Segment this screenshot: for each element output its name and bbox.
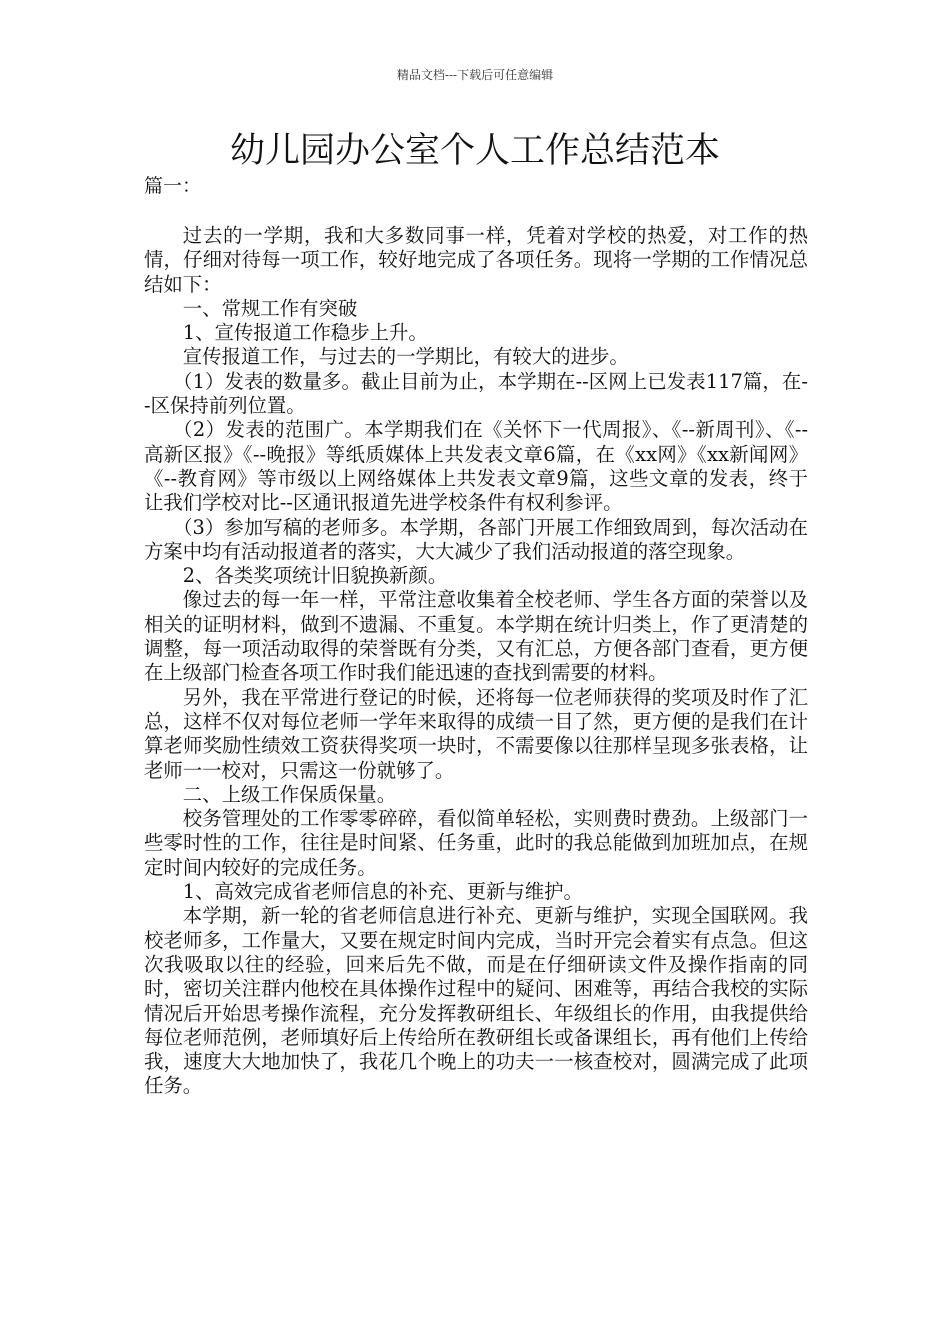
paragraph-intro: 过去的一学期，我和大多数同事一样，凭着对学校的热爱，对工作的热情，仔细对待每一项工作，较好地完成了各项任务。现将一学期的工作情况总结如下： xyxy=(144,224,808,296)
section-label: 篇一： xyxy=(144,175,202,197)
paragraph-publicity-summary: 宣传报道工作，与过去的一学期比，有较大的进步。 xyxy=(182,345,629,369)
subheading-teacher-info: 1、高效完成省老师信息的补充、更新与维护。 xyxy=(182,880,583,904)
subheading-publicity: 1、宣传报道工作稳步上升。 xyxy=(182,321,428,345)
heading-superior-work: 二、上级工作保质保量。 xyxy=(182,782,397,806)
document-body xyxy=(144,224,808,1099)
heading-routine-work: 一、常规工作有突破 xyxy=(182,296,358,320)
paragraph-teacher-info: 本学期，新一轮的省老师信息进行补充、更新与维护，实现全国联网。我校老师多，工作量大，又要在规定时间内完成，当时开完会着实有点急。但这次我吸取以往的经验，回来后先不做，而是在仔细研读文件及操作指南的同时，密切关注群内他校在具体操作过程中的疑问、困难等，再结合我校的实际情况后开始思考操作流程，充分发挥教研组长、年级组长的作用，由我提供给每位老师范例，老师填好后上传给所在教研组长或备课组长，再有他们上传给我，速度大大地加快了，我花几个晚上的功夫一一核查校对，圆满完成了此项任务。 xyxy=(144,904,808,1098)
paragraph-superior-work: 校务管理处的工作零零碎碎，看似简单轻松，实则费时费劲。上级部门一些零时性的工作，往往是时间紧、任务重，此时的我总能做到加班加点，在规定时间内较好的完成任务。 xyxy=(144,807,808,879)
page-header-note: 精品文档---下载后可任意编辑 xyxy=(396,68,554,82)
paragraph-point-3: （3）参加写稿的老师多。本学期，各部门开展工作细致周到，每次活动在方案中均有活动报道者的落实，大大减少了我们活动报道的落空现象。 xyxy=(144,515,808,563)
subheading-awards: 2、各类奖项统计旧貌换新颜。 xyxy=(182,564,448,588)
document-title: 幼儿园办公室个人工作总结范本 xyxy=(229,131,720,171)
paragraph-awards: 像过去的每一年一样，平常注意收集着全校老师、学生各方面的荣誉以及相关的证明材料，做到不遗漏、不重复。本学期在统计归类上，作了更清楚的调整，每一项活动取得的荣誉既有分类，又有汇总，方便各部门查看，更方便在上级部门检查各项工作时我们能迅速的查找到需要的材料。 xyxy=(144,588,808,685)
paragraph-point-1: （1）发表的数量多。截止目前为止，本学期在--区网上已发表117篇，在--区保持前列位置。 xyxy=(144,369,808,418)
paragraph-awards-extra: 另外，我在平常进行登记的时候，还将每一位老师获得的奖项及时作了汇总，这样不仅对每位老师一学年来取得的成绩一目了然，更方便的是我们在计算老师奖励性绩效工资获得奖项一块时，不需要像以往那样呈现多张表格，让老师一一校对，只需这一份就够了。 xyxy=(144,685,808,782)
paragraph-point-2: （2）发表的范围广。本学期我们在《关怀下一代周报》、《--新周刊》、《--高新区报》《--晚报》等纸质媒体上共发表文章6篇，在《xx网》《xx新闻网》《--教育网》等市级以上网络媒体上共发表文章9篇，这些文章的发表，终于让我们学校对比--区通讯报道先进学校条件有权利参评。 xyxy=(144,418,808,515)
